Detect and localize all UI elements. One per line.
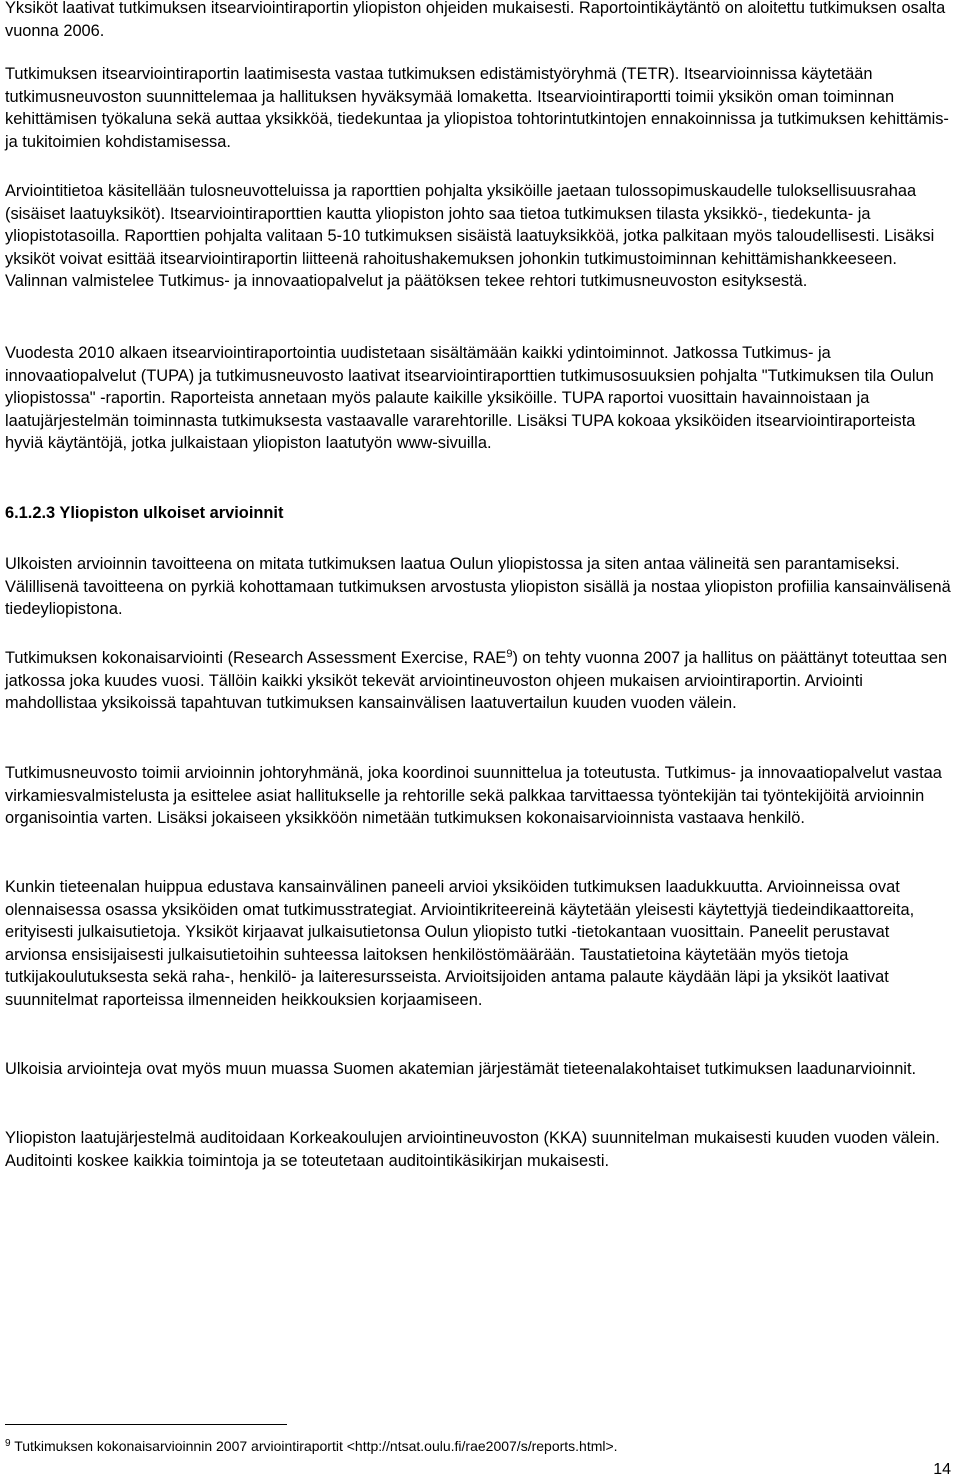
paragraph-quality-audit: Yliopiston laatujärjestelmä auditoidaan Korkeakoulujen arviointineuvoston (KKA) suunnitelman mukaisesti kuuden vuoden välein. Auditointi koskee kaikkia toimintoja ja se toteutetaan auditointikäsikirjan mukaisesti. xyxy=(5,1129,940,1170)
paragraph-rae xyxy=(5,647,955,715)
paragraph-tetr: Tutkimuksen itsearviointiraportin laatimisesta vastaa tutkimuksen edistämistyöryhmä (TETR). Itsearvioinnissa käytetään tutkimusneuvoston suunnittelemaa ja hallituksen hyväksymää lomaketta. Itsearviointiraportti toimii yksikön oman toiminnan kehittämisen työkaluna sekä auttaa yksikköä, tiedekuntaa ja yliopistoa tohtorintutkintojen ennakoinnissa ja tutkimuksen kehittämis- ja tukitoimien kohdistamisessa. xyxy=(5,65,949,151)
footnote-number: 9 xyxy=(5,1438,11,1449)
paragraph-research-council: Tutkimusneuvosto toimii arvioinnin johtoryhmänä, joka koordinoi suunnittelua ja toteutusta. Tutkimus- ja innovaatiopalvelut vastaa virkamiesvalmistelusta ja esittelee asiat hallitukselle ja rehtorille sekä palkkaa tarvittaessa työntekijän tai työntekijöitä arvioinnin organisointia varten. Lisäksi jokaiseen yksikköön nimetään tutkimuksen kokonaisarvioinnista vastaava henkilö. xyxy=(5,764,942,828)
section-heading: 6.1.2.3 Yliopiston ulkoiset arvioinnit xyxy=(5,504,284,522)
paragraph-assessment-data: Arviointitietoa käsitellään tulosneuvotteluissa ja raporttien pohjalta yksiköille jaetaan tulossopimuskaudelle tuloksellisuusrahaa (sisäiset laatuyksiköt). Itsearviointiraporttien kautta yliopiston johto saa tietoa tutkimuksen tilasta yksikkö-, tiedekunta- ja yliopistotasoilla. Raporttien pohjalta valitaan 5-10 tutkimuksen sisäistä laatuyksikköä, jotka palkitaan myös taloudellisesti. Lisäksi yksiköt voivat esittää itsearviointiraportin liitteenä rahoitushakemuksen johonkin tutkimustoiminnan kehittämishankkeeseen. Valinnan valmistelee Tutkimus- ja innovaatiopalvelut ja päätöksen tekee rehtori tutkimusneuvoston esityksestä. xyxy=(5,182,935,291)
rae-text-before: Tutkimuksen kokonaisarviointi (Research Assessment Exercise, RAE xyxy=(5,649,507,667)
footnote-divider xyxy=(5,1424,287,1425)
paragraph-other-external: Ulkoisia arviointeja ovat myös muun muassa Suomen akatemian järjestämät tieteenalakohtaiset tutkimuksen laadunarvioinnit. xyxy=(5,1060,917,1078)
paragraph-2010-renewal: Vuodesta 2010 alkaen itsearviointiraportointia uudistetaan sisältämään kaikki ydintoiminnot. Jatkossa Tutkimus- ja innovaatiopalvelut (TUPA) ja tutkimusneuvosto laativat itsearviointiraporttien tutkimusosuuksien pohjalta "Tutkimuksen tila Oulun yliopistossa" -raportin. Raporteista annetaan myös palaute kaikille yksiköille. TUPA raportoi vuosittain havainnoistaan ja laatujärjestelmän toiminnasta tutkimuksesta vastaavalle vararehtorille. Lisäksi TUPA kokoaa yksiköiden itsearviointiraporteista hyviä käytäntöjä, jotka julkaistaan yliopiston laatutyön www-sivuilla. xyxy=(5,344,934,453)
footnote-reference[interactable]: 9 xyxy=(506,648,513,660)
paragraph-international-panel: Kunkin tieteenalan huippua edustava kansainvälinen paneeli arvioi yksiköiden tutkimuksen laadukkuutta. Arvioinneissa ovat olennaisessa osassa yksiköiden omat tutkimusstrategiat. Arviointikriteereinä käytetään yleisesti käytettyjä tiedeindikaattoreita, erityisesti julkaisutietoja. Yksiköt kirjaavat julkaisutietonsa Oulun yliopisto tutki -tietokantaan vuosittain. Paneelit perustavat arvionsa ensisijaisesti julkaisutietoihin suhteessa laitoksen henkilöstömäärään. Taustatietoina käytetään myös tietoja tutkijakoulutuksesta sekä raha-, henkilö- ja laiteresursseista. Arvioitsijoiden antama palaute käydään läpi ja yksiköt laativat suunnitelmat raporteissa ilmenneiden heikkouksien korjaamiseen. xyxy=(5,878,915,1009)
rae-text-after: ) on tehty vuonna 2007 ja hallitus on päättänyt toteuttaa sen jatkossa joka kuudes vuosi. Tällöin kaikki yksiköt tekevät arviointineuvoston ohjeen mukaisen arviointiraportin. Arviointi mahdollistaa yksikoissä tapahtuvan tutkimuksen kansainvälisen laatuvertailun kuuden vuoden välein. xyxy=(5,649,948,713)
page-number: 14 xyxy=(933,1461,951,1478)
footnote-text: Tutkimuksen kokonaisarvioinnin 2007 arviointiraportit <http://ntsat.oulu.fi/rae2007/s/reports.html>. xyxy=(14,1438,618,1454)
paragraph-reporting-practice: Yksiköt laativat tutkimuksen itsearviointiraportin yliopiston ohjeiden mukaisesti. Raportointikäytäntö on aloitettu tutkimuksen osalta vuonna 2006. xyxy=(5,0,946,40)
footnote xyxy=(5,1437,618,1455)
paragraph-external-goals: Ulkoisten arvioinnin tavoitteena on mitata tutkimuksen laatua Oulun yliopistossa ja siten antaa välineitä sen parantamiseksi. Välillisenä tavoitteena on pyrkiä kohottamaan tutkimuksen arvostusta yliopiston sisällä ja nostaa yliopiston profiilia kansainvälisenä tiedeyliopistona. xyxy=(5,555,951,619)
